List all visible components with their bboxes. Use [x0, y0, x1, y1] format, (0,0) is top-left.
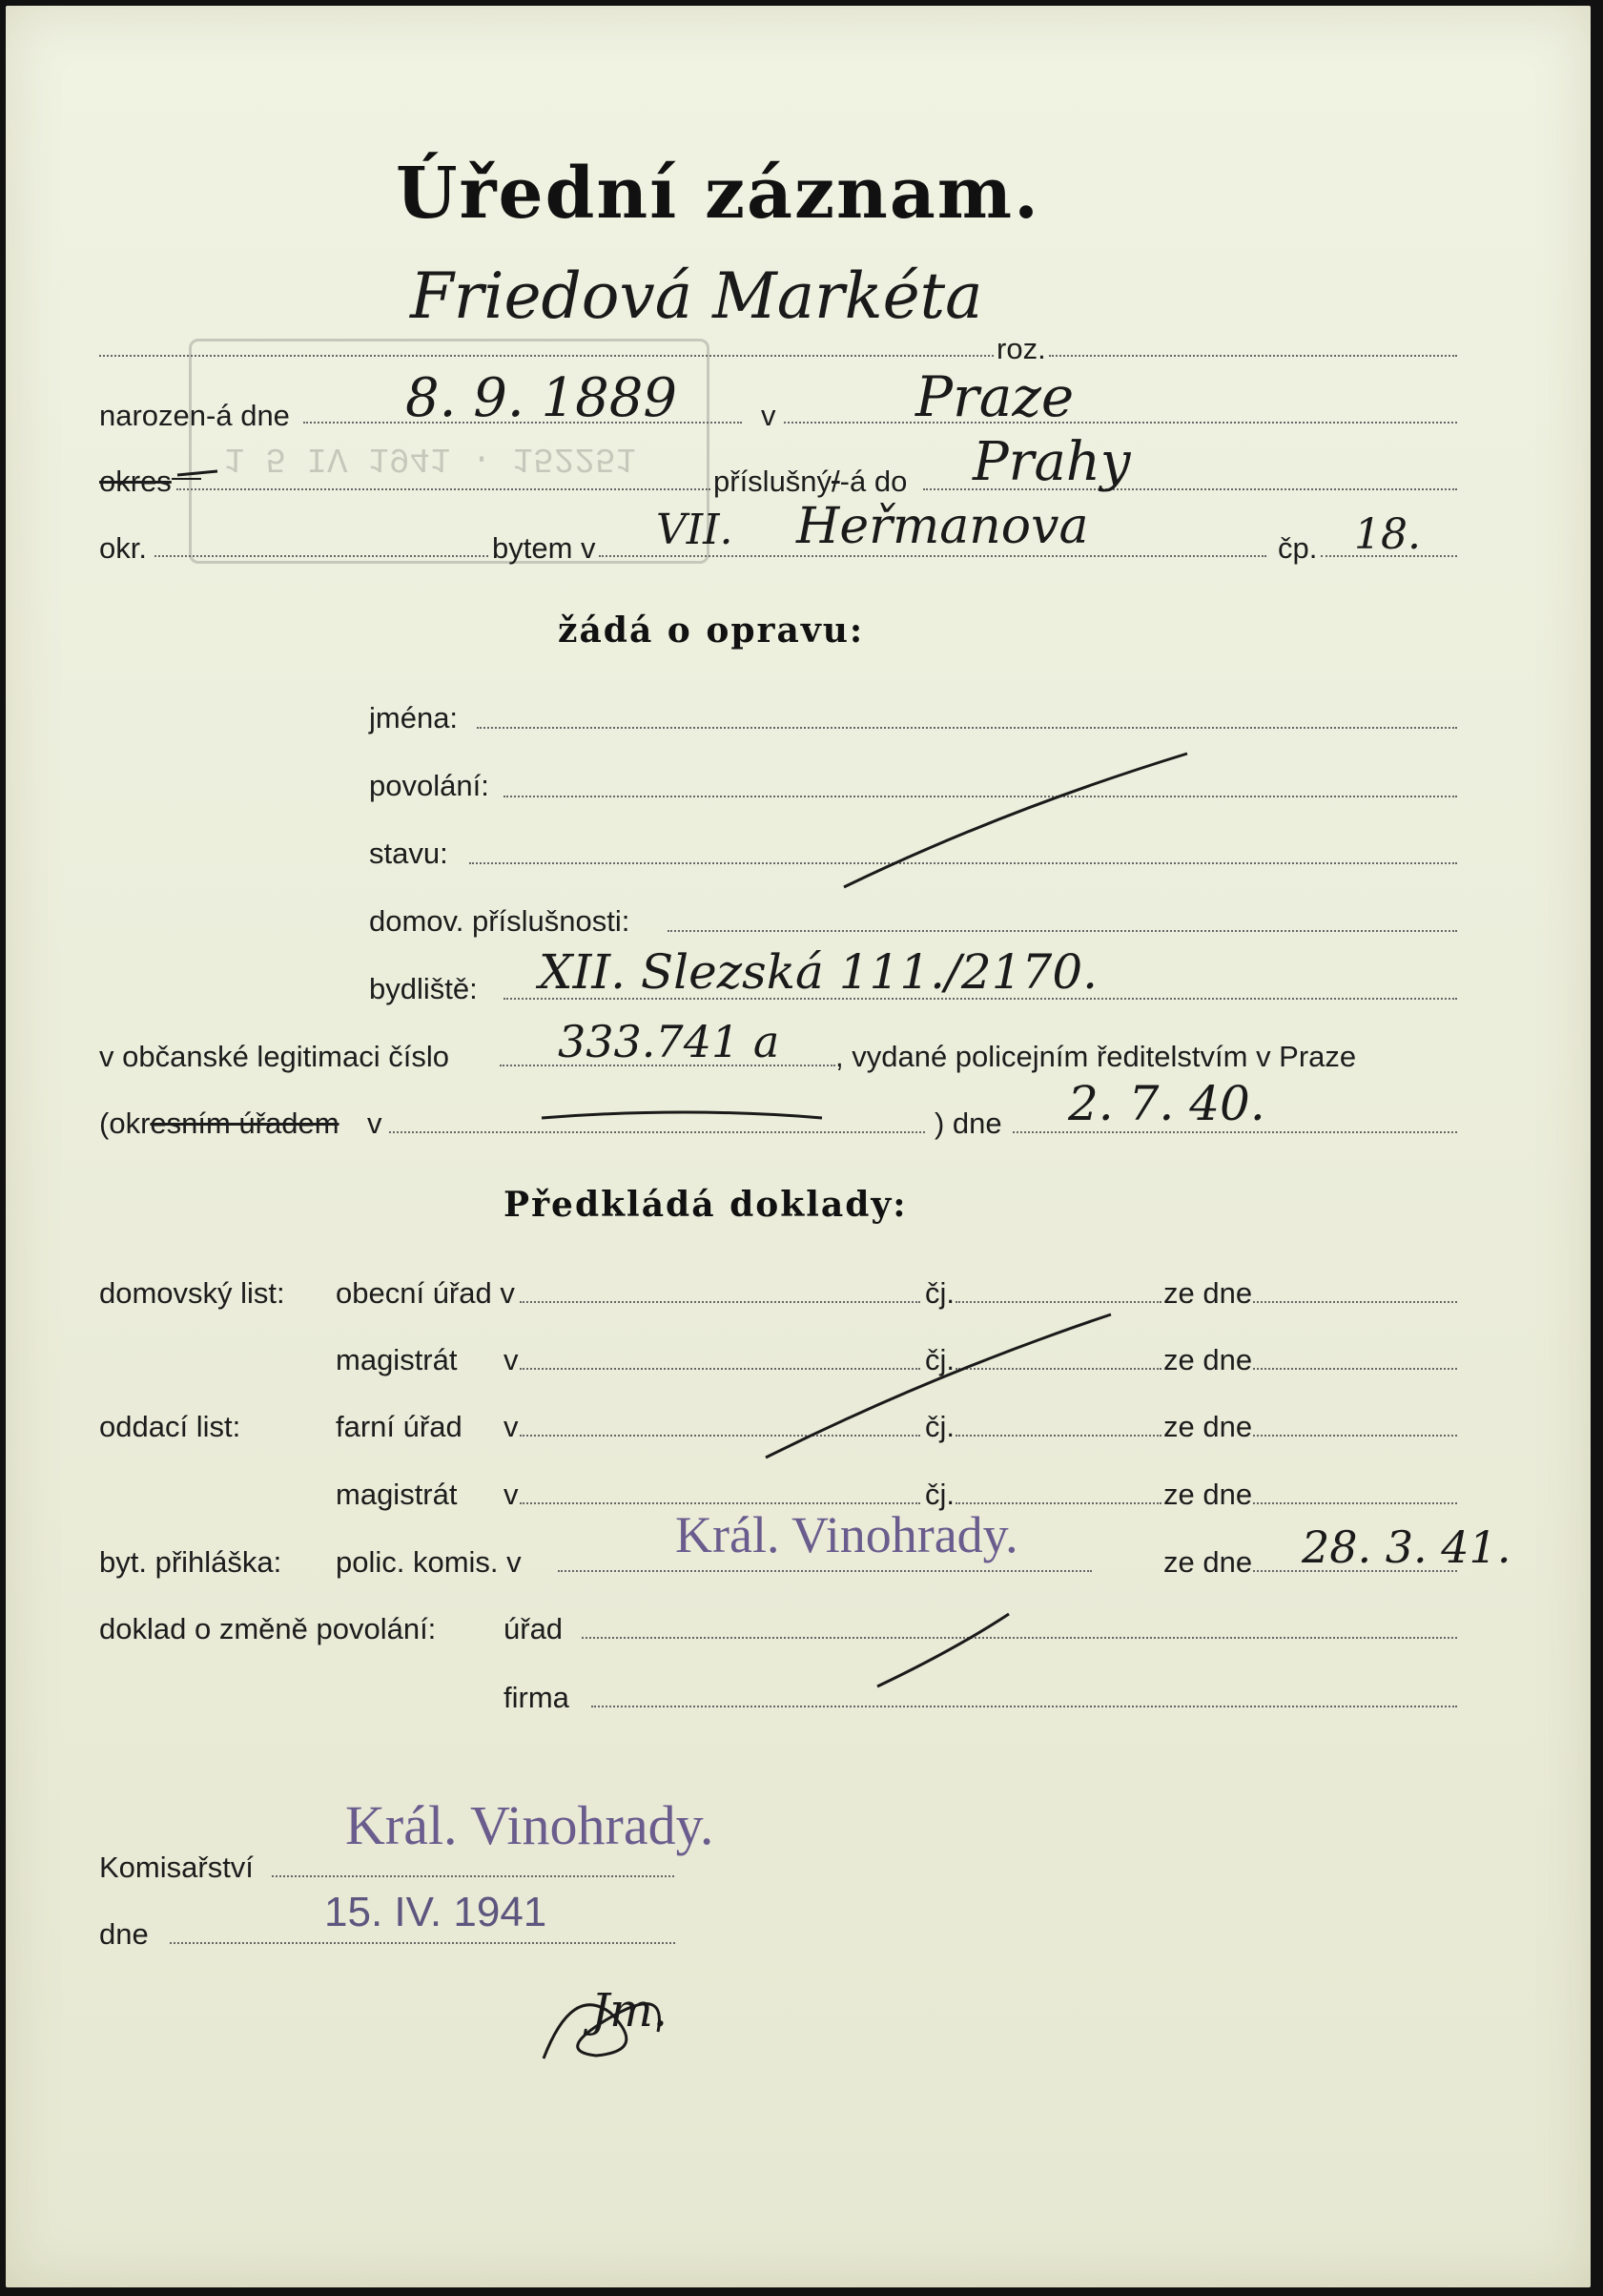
date-stamp: 15. IV. 1941	[324, 1889, 547, 1935]
legit-date-handwritten: 2. 7. 40.	[1068, 1076, 1265, 1131]
prislusny-handwritten: Prahy	[973, 431, 1131, 493]
magistrat-1-cj-label: čj.	[925, 1343, 955, 1376]
narozen-label: narozen-á dne	[99, 399, 290, 432]
byt-date-handwritten: 28. 3. 41.	[1302, 1521, 1511, 1573]
domovsky-list-label: domovský list:	[99, 1276, 285, 1310]
cp-handwritten: 18.	[1354, 510, 1421, 559]
komisarstvi-stamp: Král. Vinohrady.	[345, 1794, 714, 1856]
oddaci-list-label: oddací list:	[99, 1410, 241, 1443]
farni-urad-label: farní úřad	[336, 1410, 462, 1443]
magistrat-2-ze-dne-label: ze dne	[1163, 1478, 1253, 1511]
firma-strike-stroke	[877, 1614, 1009, 1686]
birth-place-handwritten: Praze	[915, 364, 1075, 429]
cp-label: čp.	[1278, 531, 1318, 565]
stavu-label: stavu:	[369, 837, 448, 870]
magistrat-1-v-label: v	[504, 1343, 519, 1376]
zada-heading: žádá o opravu:	[558, 610, 865, 651]
obecni-ze-dne-label: ze dne	[1163, 1276, 1253, 1310]
farni-ze-dne-label: ze dne	[1163, 1410, 1253, 1443]
prislusny-struck-letter: /	[832, 465, 840, 498]
legitimace-number-handwritten: 333.741 a	[558, 1016, 780, 1067]
bytem-street-handwritten: Heřmanova	[796, 498, 1089, 555]
bydliste-label: bydliště:	[369, 972, 478, 1005]
birth-date-handwritten: 8. 9. 1889	[405, 367, 677, 429]
faint-stamp-text: 1 5 IV 1941 · 152251	[224, 439, 637, 478]
bytem-district-handwritten: VII.	[656, 506, 733, 554]
signature-stroke	[544, 2004, 659, 2058]
magistrat-2-label: magistrát	[336, 1478, 458, 1511]
predklada-heading: Předkládá doklady:	[504, 1185, 908, 1225]
legitimace-label: v občanské legitimaci číslo	[99, 1040, 449, 1073]
prislusny-prefix: příslušný	[713, 465, 832, 498]
close-dne-label: ) dne	[935, 1107, 1002, 1140]
birth-place-v-label: v	[761, 399, 776, 432]
farni-cj-label: čj.	[925, 1410, 955, 1443]
domov-label: domov. příslušnosti:	[369, 904, 630, 938]
okr-label: okr.	[99, 531, 147, 565]
polic-komis-label: polic. komis. v	[336, 1545, 522, 1579]
povolani-strike-stroke	[844, 754, 1187, 887]
magistrat-1-label: magistrát	[336, 1343, 458, 1376]
vydane-label: , vydané policejním ředitelstvím v Praze	[835, 1040, 1357, 1073]
prislusny-suffix: -á do	[839, 465, 908, 498]
polic-komis-stamp: Král. Vinohrady.	[675, 1506, 1018, 1563]
signature: Jm.	[591, 1984, 668, 2037]
roz-label: roz.	[997, 332, 1046, 365]
okresnim-dash-stroke	[542, 1112, 822, 1118]
urad-label: úřad	[504, 1612, 564, 1645]
okresnim-open: (okr	[99, 1107, 151, 1140]
doklady-strike-stroke	[766, 1314, 1111, 1458]
okres-dash: —	[172, 460, 201, 493]
page-title: Úřední záznam.	[396, 153, 1040, 235]
komisarstvi-label: Komisařství	[99, 1851, 254, 1884]
magistrat-2-v-label: v	[504, 1478, 519, 1511]
magistrat-2-cj-label: čj.	[925, 1478, 955, 1511]
magistrat-1-ze-dne-label: ze dne	[1163, 1343, 1253, 1376]
okres-dash-stroke	[177, 471, 217, 475]
byt-prihlaska-label: byt. přihláška:	[99, 1545, 282, 1579]
okresnim-struck: esním úřadem	[150, 1107, 339, 1140]
obecni-cj-label: čj.	[925, 1276, 955, 1310]
povolani-label: povolání:	[369, 769, 489, 802]
jmena-label: jména:	[369, 701, 459, 734]
farni-v-label: v	[504, 1410, 519, 1443]
byt-ze-dne-label: ze dne	[1163, 1545, 1253, 1579]
name-handwritten: Friedová Markéta	[410, 259, 983, 333]
okresnim-v-label: v	[367, 1107, 382, 1140]
obecni-urad-label: obecní úřad v	[336, 1276, 515, 1310]
doklad-zmena-label: doklad o změně povolání:	[99, 1612, 437, 1645]
bydliste-handwritten: XII. Slezská 111./2170.	[539, 944, 1099, 1000]
bytem-label: bytem v	[492, 531, 596, 565]
okres-label: okres	[99, 465, 172, 498]
dne-label: dne	[99, 1917, 149, 1951]
firma-label: firma	[504, 1681, 569, 1714]
